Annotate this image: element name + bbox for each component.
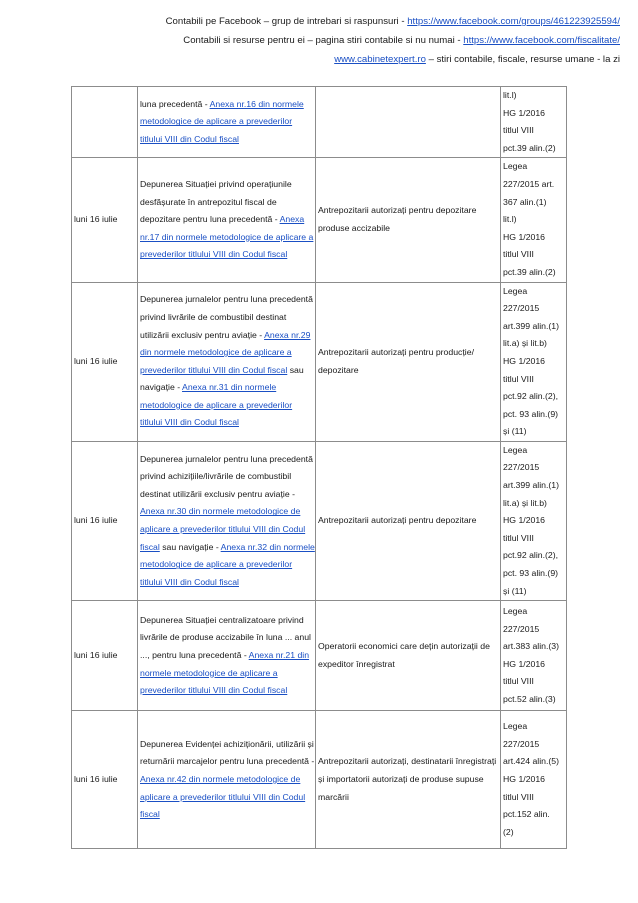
header-line-1 [0,12,620,31]
legal-reference-line: pct.92 alin.(2), [503,391,559,402]
legal-reference-cell [501,282,567,441]
description-text: sau navigație - [159,541,221,552]
legal-reference-line: pct.39 alin.(2) [503,142,556,153]
legal-reference-line: pct.52 alin.(3) [503,693,556,704]
taxpayer-cell: Antrepozitarii autorizați, destinatarii înregistrați și importatorii autorizați de produse supuse marcării [316,711,501,849]
table-row [72,282,567,441]
annex-link[interactable]: Anexa nr.42 din normele metodologice de aplicare a prevederilor titlului VIII din Codul fiscal [140,773,306,820]
legal-reference-line: art.383 alin.(3) [503,641,560,652]
legal-reference-line: art.399 alin.(1) [503,480,560,491]
header-text-3: – stiri contabile, fiscale, resurse umane - la zi [425,54,620,65]
legal-reference-line: Legea [503,285,528,296]
header-line-2 [0,31,620,50]
description-cell [138,87,316,158]
legal-reference-cell [501,441,567,600]
taxpayer-cell: Antrepozitarii autorizați pentru depozitare [316,441,501,600]
description-text: Depunerea Evidenței achiziționării, utilizării și returnării marcajelor pentru luna precedentă - [140,738,315,767]
annex-link[interactable]: Anexa nr.31 din normele metodologice de aplicare a prevederilor titlului VIII din Codul fiscal [140,382,293,428]
legal-reference-line: lit.l) [503,214,517,225]
legal-reference-cell [501,87,567,158]
taxpayer-cell: Antrepozitarii autorizați pentru producție/ depozitare [316,282,501,441]
legal-reference-line: 367 alin.(1) [503,196,547,207]
deadline-cell: luni 16 iulie [72,282,138,441]
legal-reference-line: titlul VIII [503,676,534,687]
taxpayer-cell [316,87,501,158]
description-text: luna precedentă - [140,98,210,109]
legal-reference-line: art.424 alin.(5) [503,756,560,767]
legal-reference-line: pct.92 alin.(2), [503,550,559,561]
legal-reference-line: HG 1/2016 [503,355,546,366]
annex-link[interactable]: Anexa nr.30 din normele metodologice de aplicare a prevederilor titlului VIII din Codul fiscal [140,506,306,552]
legal-reference-line: HG 1/2016 [503,773,546,784]
legal-reference-line: titlul VIII [503,125,534,136]
deadline-cell: luni 16 iulie [72,158,138,282]
legal-reference-line: 227/2015 art. [503,178,555,189]
obligations-table [71,86,567,849]
legal-reference-line: lit.l) [503,90,517,100]
legal-reference-line: HG 1/2016 [503,515,546,526]
facebook-page-link[interactable]: https://www.facebook.com/fiscalitate/ [463,35,620,46]
legal-reference-line: și (11) [503,585,527,596]
header-line-3 [0,50,620,69]
facebook-group-link[interactable]: https://www.facebook.com/groups/461223925594/ [407,16,620,27]
header-text-1: Contabili pe Facebook – grup de intrebari si raspunsuri - [165,16,408,27]
legal-reference-cell [501,711,567,849]
cabinetexpert-link[interactable]: www.cabinetexpert.ro [334,54,426,65]
legal-reference-line: pct.152 alin. [503,809,550,820]
annex-link[interactable]: Anexa nr.21 din normele metodologice de aplicare a prevederilor titlului VIII din Codul fiscal [140,649,310,696]
legal-reference-line: (2) [503,826,514,837]
table-row [72,158,567,282]
description-text: Depunerea jurnalelor pentru luna precedentă privind livrările de combustibil destinat utilizării exclusiv pentru aviație - [140,294,313,340]
table-row [72,601,567,711]
legal-reference-line: HG 1/2016 [503,658,546,669]
legal-reference-cell [501,158,567,282]
annex-link[interactable]: Anexa nr.16 din normele metodologice de aplicare a prevederilor titlului VIII din Codul fiscal [140,98,304,144]
annex-link[interactable]: Anexa nr.29 din normele metodologice de aplicare a prevederilor titlului VIII din Codul fiscal [140,329,311,375]
table-row [72,711,567,849]
legal-reference-line: pct. 93 alin.(9) [503,408,559,419]
description-text: Depunerea Situației privind operațiunile desfășurate în antrepozitul fiscal de depozitare pentru luna precedentă - [140,178,292,225]
legal-reference-line: HG 1/2016 [503,231,546,242]
description-cell [138,282,316,441]
legal-reference-line: Legea [503,605,528,616]
description-text: Depunerea Situației centralizatoare privind livrările de produse accizabile în luna ... anul ..., pentru luna precedentă - [140,614,311,660]
description-cell [138,601,316,711]
legal-reference-line: 227/2015 [503,462,540,473]
taxpayer-cell: Operatorii economici care dețin autorizații de expeditor înregistrat [316,601,501,711]
header-text-2: Contabili si resurse pentru ei – pagina stiri contabile si nu numai - [183,35,464,46]
taxpayer-cell: Antrepozitarii autorizați pentru depozitare produse accizabile [316,158,501,282]
legal-reference-line: Legea [503,444,528,455]
description-cell [138,711,316,849]
page-header [0,0,620,69]
legal-reference-line: Legea [503,161,528,172]
legal-reference-line: titlul VIII [503,791,534,802]
table-row [72,87,567,158]
annex-link[interactable]: Anexa nr.17 din normele metodologice de aplicare a prevederilor titlului VIII din Codul fiscal [140,214,314,260]
legal-reference-line: titlul VIII [503,532,534,543]
legal-reference-line: HG 1/2016 [503,107,546,118]
table-row [72,441,567,600]
legal-reference-line: 227/2015 [503,738,540,749]
legal-reference-line: titlul VIII [503,249,534,260]
deadline-cell [72,87,138,158]
deadline-cell: luni 16 iulie [72,441,138,600]
legal-reference-line: 227/2015 [503,623,540,634]
description-cell [138,158,316,282]
description-cell [138,441,316,600]
description-text: sau navigație - [140,364,304,393]
legal-reference-line: titlul VIII [503,373,534,384]
deadline-cell: luni 16 iulie [72,601,138,711]
deadline-cell: luni 16 iulie [72,711,138,849]
legal-reference-cell [501,601,567,711]
legal-reference-line: Legea [503,721,528,732]
annex-link[interactable]: Anexa nr.32 din normele metodologice de aplicare a prevederilor titlului VIII din Codul fiscal [140,541,315,587]
legal-reference-line: lit.a) și lit.b) [503,497,547,508]
description-text: Depunerea jurnalelor pentru luna precedentă privind achizițiile/livrările de combustibil destinat utilizării exclusiv pentru aviație - [140,453,313,499]
legal-reference-line: pct.39 alin.(2) [503,266,556,277]
legal-reference-line: pct. 93 alin.(9) [503,568,559,579]
legal-reference-line: art.399 alin.(1) [503,320,560,331]
legal-reference-line: 227/2015 [503,303,540,314]
legal-reference-line: lit.a) și lit.b) [503,338,547,349]
legal-reference-line: și (11) [503,426,527,437]
